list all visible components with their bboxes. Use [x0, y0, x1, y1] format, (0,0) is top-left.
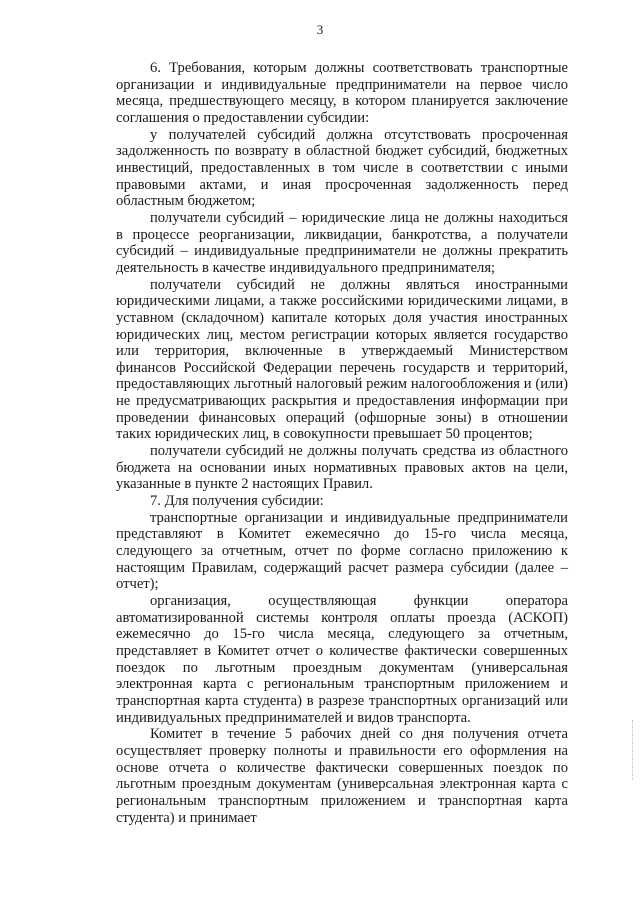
- paragraph-no-other-budget-funds: получатели субсидий не должны получать средства из областного бюджета на основании иных нормативных правовых актов на цели, указанные в пункте 2 настоящих Правил.: [116, 443, 568, 493]
- paragraph-not-foreign-entities: получатели субсидий не должны являться иностранными юридическими лицами, а также российскими юридическими лицами, в уставном (складочном) капитале которых доля участия иностранных юридических лиц, местом регистрации которых является государство или территория, включенные в утверждаемый Министерством финансов Российской Федерации перечень государств и территорий, предоставляющих льготный налоговый режим налогообложения и (или) не предусматривающих раскрытия и предоставления информации при проведении финансовых операций (офшорные зоны) в отношении таких юридических лиц, в совокупности превышает 50 процентов;: [116, 276, 568, 443]
- document-body: [116, 60, 568, 826]
- paragraph-no-reorganization: получатели субсидий – юридические лица не должны находиться в процессе реорганизации, ликвидации, банкротства, а получатели субсидий – индивидуальные предприниматели не должны прекратить деятельность в качестве индивидуального предпринимателя;: [116, 209, 568, 276]
- paragraph-6-requirements: 6. Требования, которым должны соответствовать транспортные организации и индивидуальные предприниматели на первое число месяца, предшествующего месяцу, в котором планируется заключение соглашения о предоставлении субсидии:: [116, 60, 568, 126]
- paragraph-no-overdue-debt: у получателей субсидий должна отсутствовать просроченная задолженность по возврату в областной бюджет субсидий, бюджетных инвестиций, предоставленных в том числе в соответствии с иными правовыми актами, и иная просроченная задолженность перед областным бюджетом;: [116, 126, 568, 210]
- paragraph-committee-check: Комитет в течение 5 рабочих дней со дня получения отчета осуществляет проверку полноты и правильности его оформления на основе отчета о количестве фактически совершенных поездок по льготным проездным документам (универсальная электронная карта с региональным транспортным приложением и транспортная карта студента) и принимает: [116, 726, 568, 826]
- page-number: 3: [316, 22, 324, 37]
- scan-edge-mark: [632, 720, 634, 780]
- paragraph-7-heading: 7. Для получения субсидии:: [150, 493, 324, 510]
- paragraph-monthly-report: транспортные организации и индивидуальные предприниматели представляют в Комитет ежемесячно до 15-го числа месяца, следующего за отчетным, отчет по форме согласно приложению к настоящим Правилам, содержащий расчет размера субсидии (далее – отчет);: [116, 509, 568, 593]
- paragraph-askop-operator: организация, осуществляющая функции оператора автоматизированной системы контроля оплаты проезда (АСКОП) ежемесячно до 15-го числа месяца, следующего за отчетным, представляет в Комитет отчет о количестве фактически совершенных поездок по льготным проездным документам (универсальная электронная карта с региональным транспортным приложением и транспортная карта студента) в разрезе транспортных организаций или индивидуальных предпринимателей и видов транспорта.: [116, 593, 568, 726]
